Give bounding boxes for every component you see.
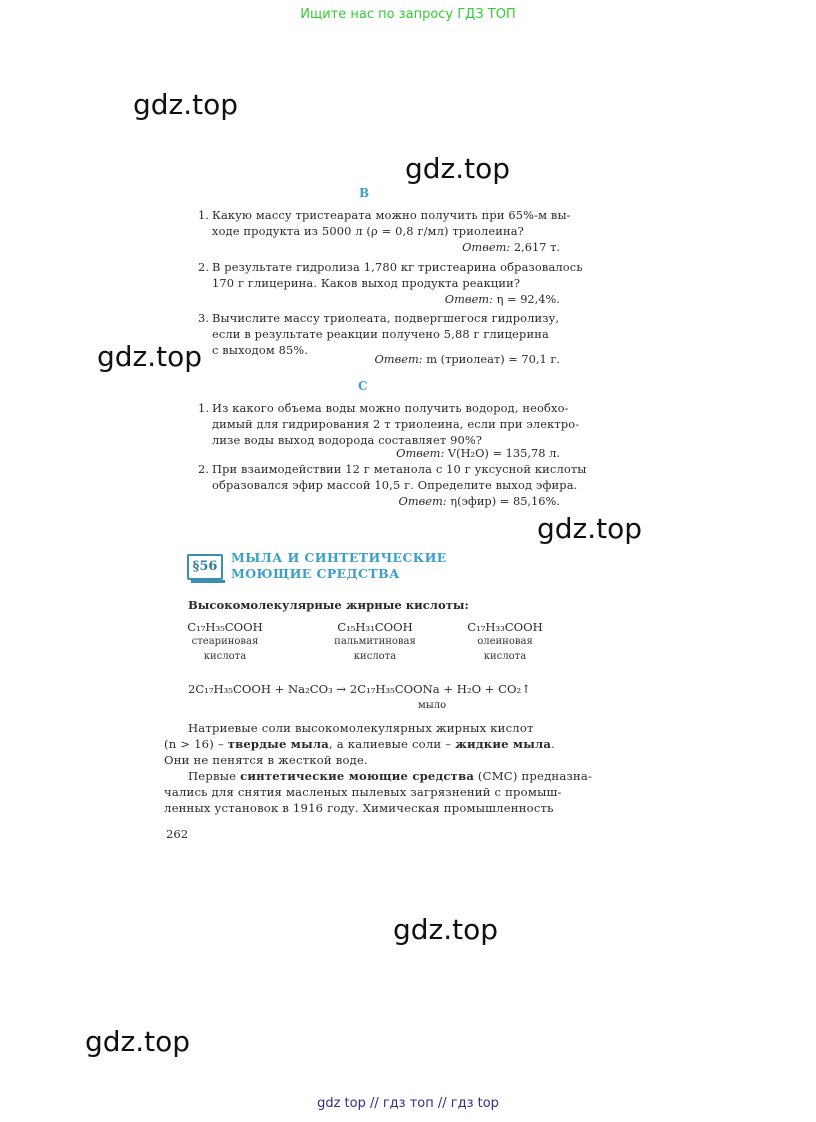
- acid-oleic: [460, 620, 550, 664]
- problem-number: 3.: [198, 311, 210, 325]
- problem-text: если в результате реакции получено 5,88 г глицерина: [212, 327, 549, 341]
- answer-label: Ответ:: [396, 446, 445, 460]
- acid-formula: C₁₅H₃₁COOH: [337, 620, 413, 634]
- acid-name: стеариновая: [191, 636, 259, 647]
- problem-b1: [198, 207, 571, 239]
- problem-number: 2.: [198, 462, 210, 476]
- paragraph-line: чались для снятия масленых пылевых загрязнений с промыш-: [164, 785, 562, 799]
- answer-label: Ответ:: [398, 494, 447, 508]
- problem-text: 170 г глицерина. Каков выход продукта реакции?: [212, 276, 521, 290]
- problem-text: Какую массу тристеарата можно получить при 65%-м вы-: [212, 208, 571, 222]
- paragraph-line: (n > 16) – твердые мыла, а калиевые соли – жидкие мыла.: [164, 737, 555, 751]
- acid-name: олеиновая: [477, 636, 533, 647]
- answer-label: Ответ:: [462, 240, 511, 254]
- watermark: gdz.top: [97, 340, 203, 373]
- answer-c1: [198, 446, 560, 460]
- problem-text: Из какого объема воды можно получить водород, необхо-: [212, 401, 569, 415]
- answer-c2: [198, 494, 560, 508]
- problem-c2: [198, 461, 587, 493]
- acid-name: пальмитиновая: [334, 636, 416, 647]
- problem-number: 1.: [198, 401, 210, 415]
- problem-text: Вычислите массу триолеата, подвергшегося гидролизу,: [212, 311, 560, 325]
- term-hard-soap: твердые мыла: [227, 737, 329, 751]
- problem-text: лизе воды выход водорода составляет 90%?: [212, 433, 483, 447]
- section-number-badge: §56: [187, 554, 223, 580]
- problem-b2: [198, 259, 583, 291]
- paragraph-line: Они не пенятся в жесткой воде.: [164, 753, 368, 767]
- equation-note: мыло: [418, 700, 447, 711]
- answer-b1: [198, 240, 560, 254]
- problem-text: В результате гидролиза 1,780 кг тристеарина образовалось: [212, 260, 583, 274]
- problem-text: образовался эфир массой 10,5 г. Определите выход эфира.: [212, 478, 578, 492]
- answer-b2: [198, 292, 560, 306]
- acid-name: кислота: [353, 651, 397, 662]
- paragraph-line: ленных установок в 1916 году. Химическая промышленность: [164, 801, 554, 815]
- watermark: gdz.top: [405, 152, 511, 185]
- answer-value: η = 92,4%.: [496, 292, 560, 306]
- watermark: gdz.top: [85, 1025, 191, 1058]
- acid-palmitic: [330, 620, 420, 664]
- section-title: [231, 550, 447, 582]
- answer-value: V(H₂O) = 135,78 л.: [447, 446, 560, 460]
- section-title-line: МОЮЩИЕ СРЕДСТВА: [231, 566, 400, 581]
- answer-label: Ответ:: [444, 292, 493, 306]
- paragraph-soaps: [164, 720, 555, 768]
- acid-stearic: [180, 620, 270, 664]
- term-liquid-soap: жидкие мыла: [455, 737, 552, 751]
- answer-value: m (триолеат) = 70,1 г.: [426, 352, 560, 366]
- watermark: gdz.top: [133, 88, 239, 121]
- acids-heading: Высокомолекулярные жирные кислоты:: [188, 598, 469, 612]
- watermark: gdz.top: [393, 913, 499, 946]
- acid-formula: C₁₇H₃₃COOH: [467, 620, 543, 634]
- answer-b3: [198, 352, 560, 366]
- paragraph-line: Натриевые соли высокомолекулярных жирных кислот: [188, 721, 534, 735]
- problem-b3: [198, 310, 559, 358]
- answer-value: 2,617 т.: [513, 240, 560, 254]
- page-number: 262: [166, 827, 189, 841]
- footer-links[interactable]: gdz top // гдз топ // гдз top: [317, 1096, 499, 1111]
- acid-formula: C₁₇H₃₅COOH: [187, 620, 263, 634]
- acid-name: кислота: [203, 651, 247, 662]
- paragraph-sms: [164, 768, 592, 816]
- term-sms: синтетические моющие средства: [240, 769, 475, 783]
- problem-c1: [198, 400, 579, 448]
- problem-text: ходе продукта из 5000 л (ρ = 0,8 г/мл) триолеина?: [212, 224, 524, 238]
- problem-text: димый для гидрирования 2 т триолеина, если при электро-: [212, 417, 580, 431]
- answer-value: η(эфир) = 85,16%.: [450, 494, 560, 508]
- top-search-link[interactable]: Ищите нас по запросу ГДЗ ТОП: [300, 7, 516, 22]
- acid-name: кислота: [483, 651, 527, 662]
- problem-number: 2.: [198, 260, 210, 274]
- problem-text: При взаимодействии 12 г метанола с 10 г уксусной кислоты: [212, 462, 587, 476]
- reaction-equation: 2C₁₇H₃₅COOH + Na₂CO₃ → 2C₁₇H₃₅COONa + H₂O + CO₂↑: [188, 682, 531, 696]
- answer-label: Ответ:: [374, 352, 423, 366]
- watermark: gdz.top: [537, 512, 643, 545]
- paragraph-line: Первые синтетические моющие средства (СМС) предназна-: [188, 769, 593, 783]
- problem-number: 1.: [198, 208, 210, 222]
- level-b-heading: B: [359, 186, 370, 200]
- level-c-heading: C: [358, 379, 368, 393]
- problem-text: с выходом 85%.: [212, 343, 309, 357]
- section-title-line: МЫЛА И СИНТЕТИЧЕСКИЕ: [231, 550, 447, 565]
